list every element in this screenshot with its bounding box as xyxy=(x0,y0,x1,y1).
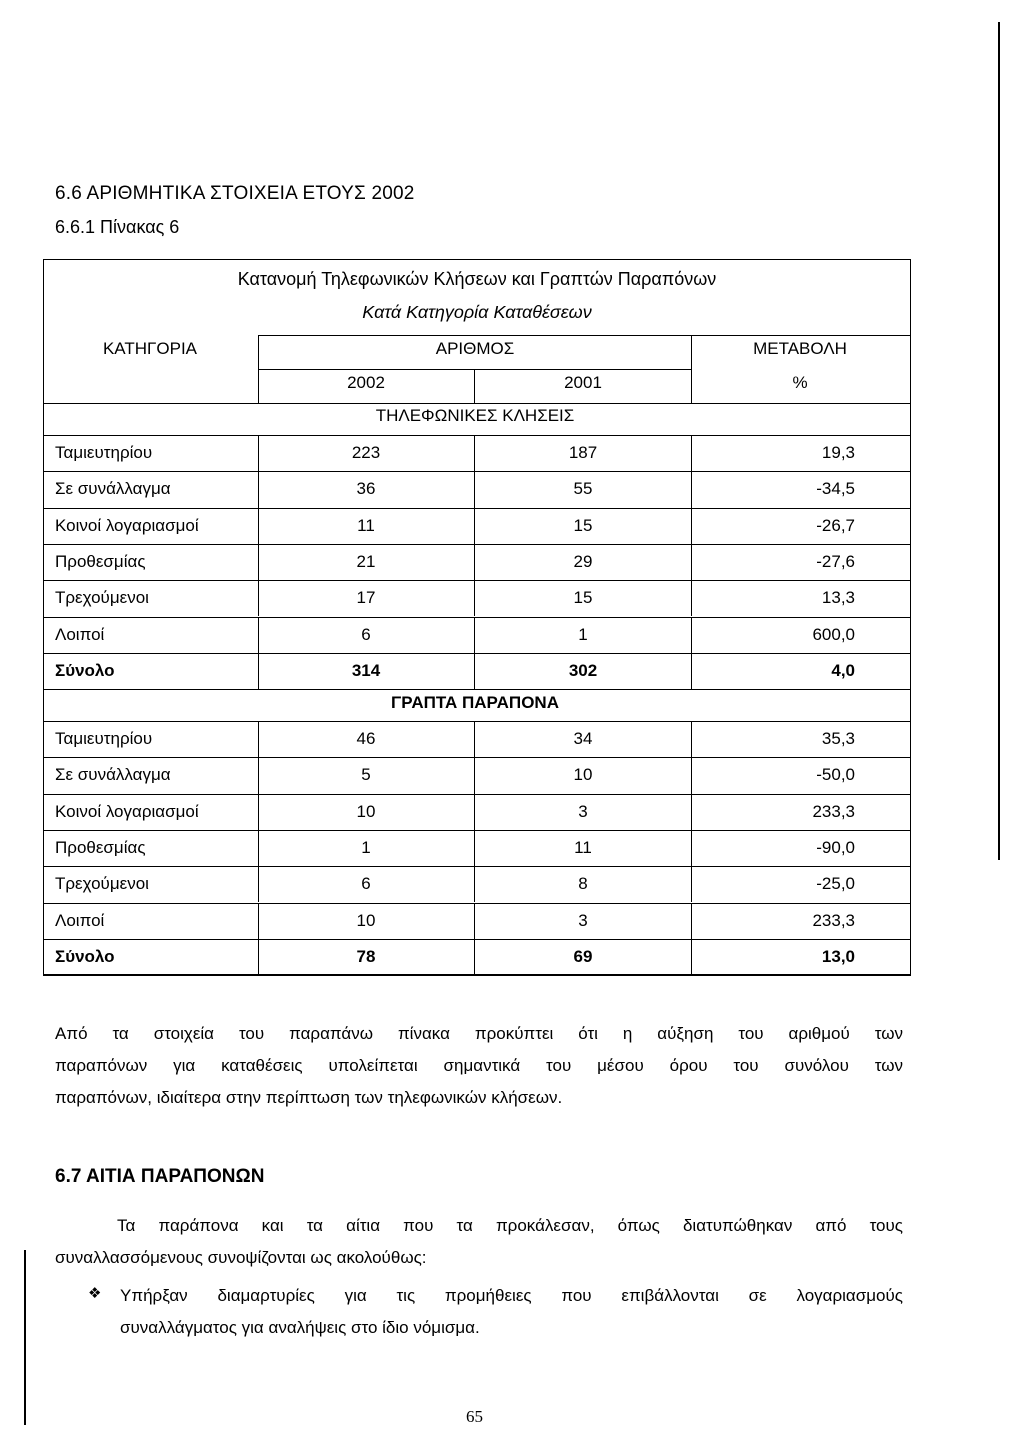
table-row-2002: 11 xyxy=(357,515,375,535)
table-row-2001: 34 xyxy=(573,729,593,748)
table-row-category: Προθεσμίας xyxy=(55,837,146,857)
column-header-percent: % xyxy=(792,373,808,392)
section-heading-causes: 6.7 ΑΙΤΙΑ ΠΑΡΑΠΟΝΩΝ xyxy=(55,1166,265,1187)
table-row-2002: 78 xyxy=(356,946,376,966)
table-row-category: Προθεσμίας xyxy=(55,551,146,571)
paragraph-line: Τα παράπονα και τα αίτια που τα προκάλεσαν, όπως διατυπώθηκαν από τους xyxy=(117,1216,903,1235)
table-row-2002: 314 xyxy=(351,660,381,680)
table-row-2001: 3 xyxy=(578,801,588,821)
table-row-2002: 6 xyxy=(361,624,371,644)
paragraph-intro xyxy=(55,1210,903,1274)
table-row-change: -34,5 xyxy=(816,479,855,499)
table-row-change: 13,3 xyxy=(821,588,855,608)
column-header-year-2001: 2001 xyxy=(564,373,602,392)
table-row-change: -25,0 xyxy=(816,874,855,894)
table-title: Κατανομή Τηλεφωνικών Κλήσεων και Γραπτών Παραπόνων xyxy=(237,269,717,289)
column-header-category: ΚΑΤΗΓΟΡΙΑ xyxy=(102,339,198,358)
table-row-category: Κοινοί λογαριασμοί xyxy=(55,801,199,821)
table-row-2001: 15 xyxy=(573,515,593,535)
table-row-change: 19,3 xyxy=(821,443,855,462)
table-row-2001: 8 xyxy=(578,874,588,894)
table-row-category: Λοιποί xyxy=(55,910,105,930)
table-row-category: Σύνολο xyxy=(55,660,115,680)
table-row-change: 233,3 xyxy=(812,801,855,821)
table-row-category: Σύνολο xyxy=(55,946,115,966)
table-row-2002: 6 xyxy=(361,874,371,894)
table-row-change: -26,7 xyxy=(816,515,855,535)
table-row-category: Λοιποί xyxy=(55,624,105,644)
bullet-line: συναλλάγματος για αναλήψεις στο ίδιο νόμισμα. xyxy=(120,1318,480,1337)
table-row-2002: 21 xyxy=(356,551,376,571)
table-subtitle: Κατά Κατηγορία Καταθέσεων xyxy=(362,302,592,322)
paragraph-analysis xyxy=(55,1018,903,1114)
section-heading: 6.6 ΑΡΙΘΜΗΤΙΚΑ ΣΤΟΙΧΕΙΑ ΕΤΟΥΣ 2002 xyxy=(55,183,415,204)
column-header-year-2002: 2002 xyxy=(347,373,385,392)
table-row-2001: 302 xyxy=(568,660,598,680)
table-row-2002: 46 xyxy=(356,729,376,748)
subsection-heading: 6.6.1 Πίνακας 6 xyxy=(55,217,180,237)
paragraph-line: Από τα στοιχεία του παραπάνω πίνακα προκύπτει ότι η αύξηση του αριθμού των xyxy=(55,1024,903,1043)
table-row-category: Τρεχούμενοι xyxy=(55,588,149,608)
table-row-2001: 55 xyxy=(573,479,593,499)
bullet-diamond-icon: ❖ xyxy=(88,1284,102,1302)
table-row-change: -90,0 xyxy=(816,837,855,857)
table-row-2002: 17 xyxy=(356,588,376,608)
complaints-table xyxy=(43,259,911,975)
table-row-2002: 1 xyxy=(361,837,371,857)
column-header-change: ΜΕΤΑΒΟΛΗ xyxy=(753,339,847,358)
table-row-change: 4,0 xyxy=(831,660,855,680)
table-row-2002: 10 xyxy=(356,801,376,821)
table-row-2001: 69 xyxy=(573,946,593,966)
page-number: 65 xyxy=(466,1407,483,1426)
table-row-change: -50,0 xyxy=(816,765,855,785)
table-row-category: Ταμιευτηρίου xyxy=(55,443,153,462)
scan-line-right-top xyxy=(998,22,1000,860)
table-row-change: -27,6 xyxy=(816,551,855,571)
table-row-change: 600,0 xyxy=(812,624,855,644)
table-row-change: 13,0 xyxy=(821,946,855,966)
table-row-category: Σε συνάλλαγμα xyxy=(55,479,171,499)
table-row-change: 233,3 xyxy=(812,910,855,930)
table-row-category: Τρεχούμενοι xyxy=(55,874,149,894)
paragraph-line: παραπόνων, ιδιαίτερα στην περίπτωση των τηλεφωνικών κλήσεων. xyxy=(55,1088,563,1107)
paragraph-line: παραπόνων για καταθέσεις υπολείπεται σημαντικά του μέσου όρου του συνόλου των xyxy=(55,1056,903,1075)
paragraph-line: συναλλασσόμενους συνοψίζονται ως ακολούθως: xyxy=(55,1248,427,1267)
section-label-written: ΓΡΑΠΤΑ ΠΑΡΑΠΟΝΑ xyxy=(391,693,559,712)
bullet-item xyxy=(120,1280,903,1344)
table-row-category: Σε συνάλλαγμα xyxy=(55,765,171,785)
table-row-2001: 1 xyxy=(578,624,588,644)
table-row-category: Κοινοί λογαριασμοί xyxy=(55,515,199,535)
table-row-2002: 36 xyxy=(356,479,376,499)
table-row-2001: 187 xyxy=(568,443,598,462)
table-row-2001: 15 xyxy=(573,588,593,608)
table-row-2001: 29 xyxy=(573,551,593,571)
column-header-number: ΑΡΙΘΜΟΣ xyxy=(435,339,515,358)
table-row-category: Ταμιευτηρίου xyxy=(55,729,153,748)
table-row-2002: 5 xyxy=(361,765,371,785)
table-row-2001: 3 xyxy=(578,910,588,930)
table-row-2002: 223 xyxy=(351,443,381,462)
table-row-2001: 11 xyxy=(574,837,592,857)
table-row-2002: 10 xyxy=(356,910,376,930)
bullet-line: Υπήρξαν διαμαρτυρίες για τις προμήθειες που επιβάλλονται σε λογαριασμούς xyxy=(120,1286,903,1305)
table-row-change: 35,3 xyxy=(821,729,855,748)
table-row-2001: 10 xyxy=(573,765,593,785)
section-label-calls: ΤΗΛΕΦΩΝΙΚΕΣ ΚΛΗΣΕΙΣ xyxy=(375,406,575,425)
scan-line-left-bottom xyxy=(24,1250,26,1425)
